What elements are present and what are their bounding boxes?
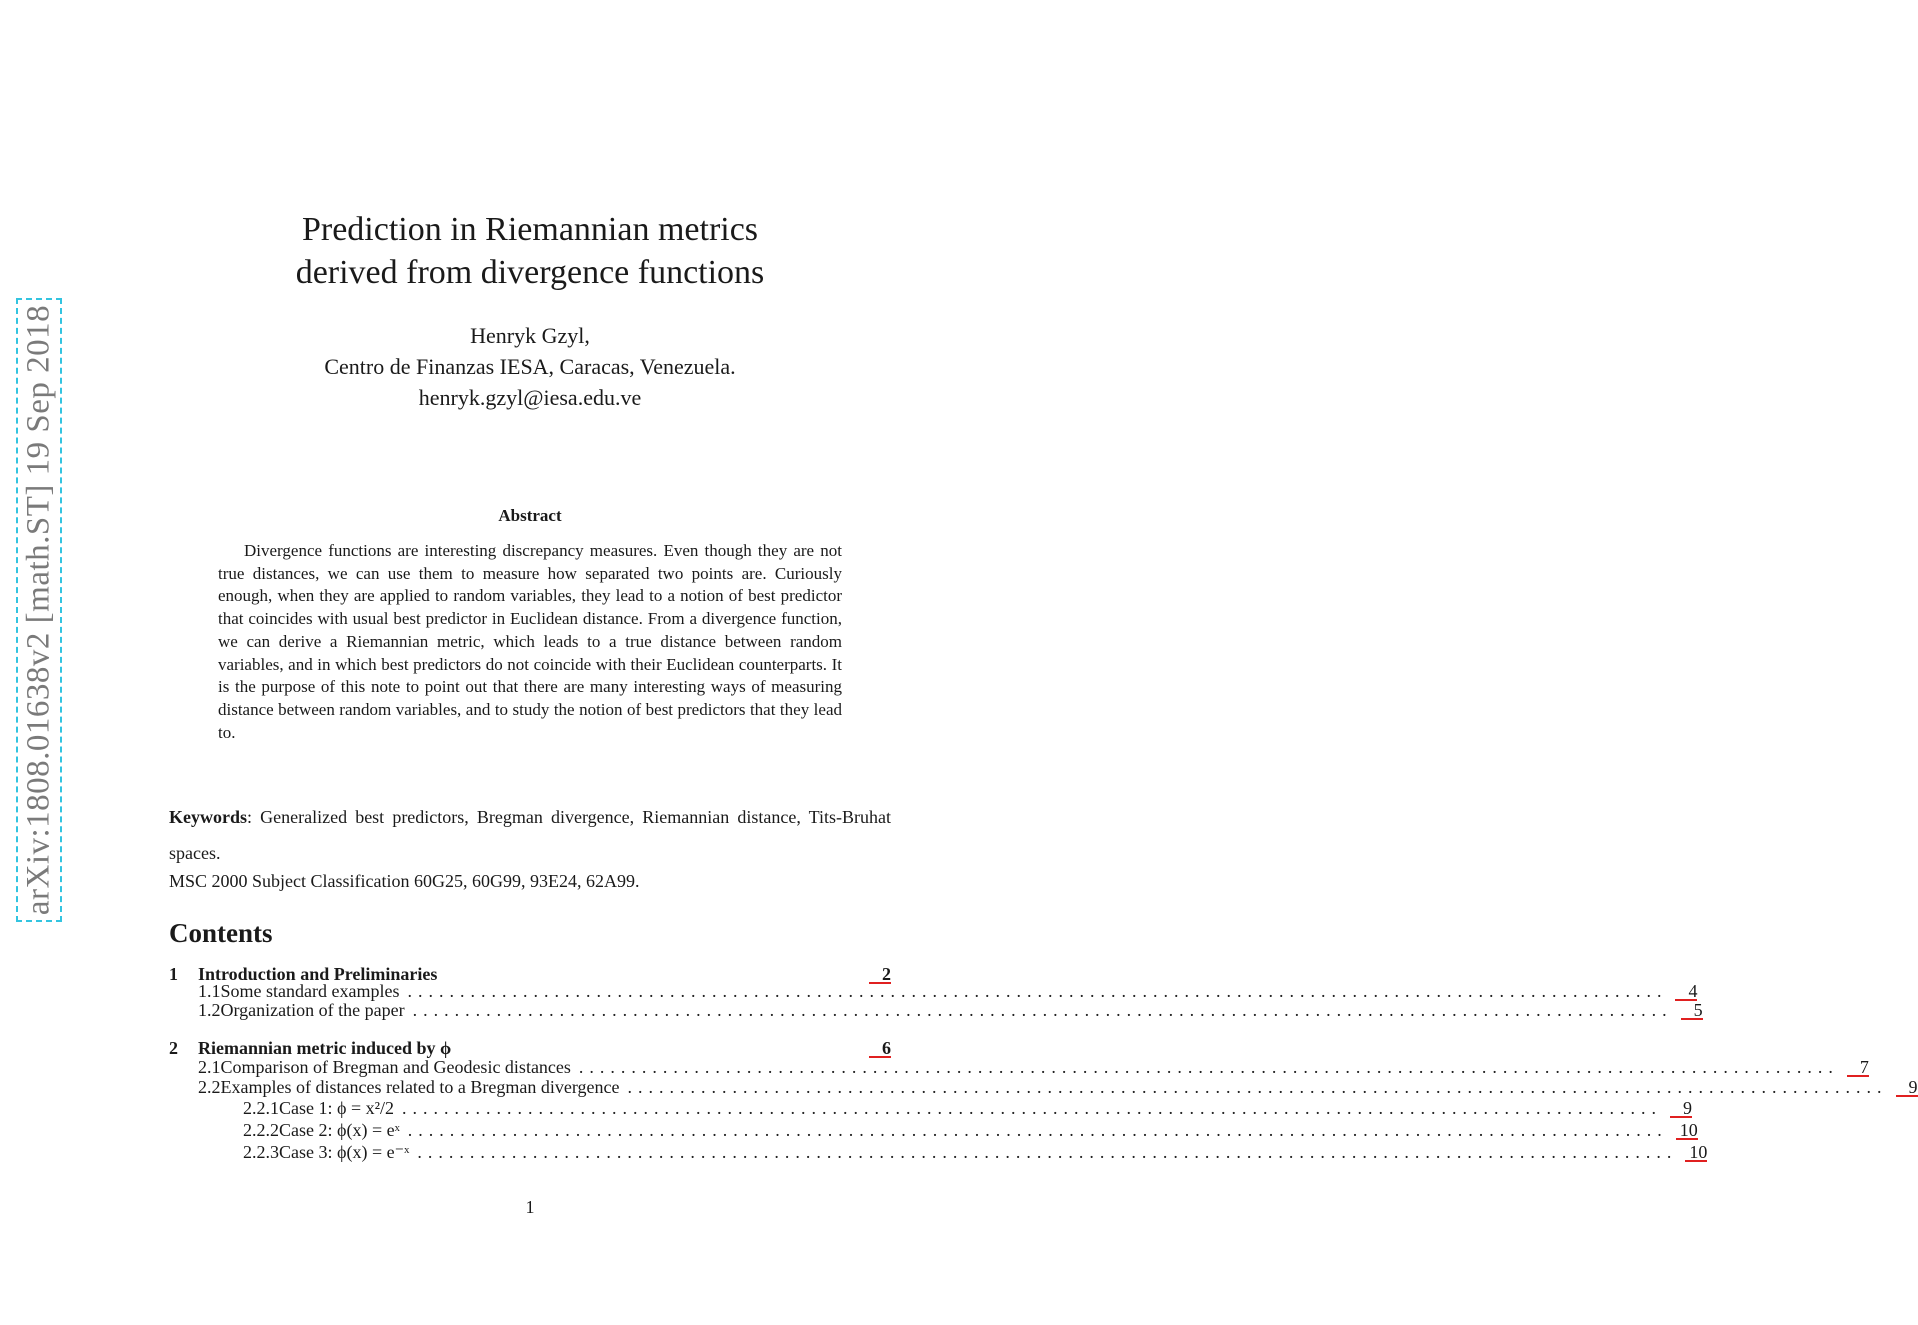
toc-page-link[interactable]: 9 [1896, 1079, 1918, 1097]
toc-entry-title: Case 3: ϕ(x) = e⁻ˣ [279, 1142, 410, 1162]
toc-entry-number: 1.1 [198, 981, 221, 1001]
toc-entry-title: Some standard examples [220, 981, 400, 1001]
toc-dot-leader: ........................................................................................................................ [402, 1098, 1663, 1118]
toc-dot-leader: ........................................................................................................................ [627, 1077, 1888, 1097]
keywords-text: : Generalized best predictors, Bregman divergence, Riemannian distance, Tits-Bruhat spaces. [169, 807, 891, 863]
toc-entry[interactable] [169, 1077, 1918, 1099]
toc-entry-title: Case 2: ϕ(x) = eˣ [279, 1120, 400, 1140]
arxiv-identifier: arXiv:1808.01638v2 [math.ST] 19 Sep 2018 [20, 304, 57, 916]
toc-dot-leader: ........................................................................................................................ [407, 1120, 1668, 1140]
contents-heading: Contents [169, 918, 273, 948]
toc-page-link[interactable]: 10 [1685, 1144, 1707, 1162]
toc-entry[interactable] [169, 1057, 1869, 1079]
toc-entry-title: Introduction and Preliminaries [198, 964, 438, 984]
author-affiliation: Centro de Finanzas IESA, Caracas, Venezuela. [324, 354, 736, 379]
toc-entry-number: 2.2.3 [243, 1142, 279, 1162]
toc-dot-leader: ........................................................................................................................ [407, 981, 1668, 1001]
abstract-heading: Abstract [498, 506, 562, 525]
page-number: 1 [525, 1197, 535, 1217]
toc-entry-number: 2.2.1 [243, 1098, 279, 1118]
toc-page-link[interactable]: 6 [869, 1040, 891, 1058]
toc-entry-title: Examples of distances related to a Bregman divergence [220, 1077, 620, 1097]
toc-page-link[interactable]: 2 [869, 966, 891, 984]
toc-entry-number: 2.2.2 [243, 1120, 279, 1140]
title-line-2: derived from divergence functions [295, 254, 765, 291]
toc-entry-title: Case 1: ϕ = x²/2 [279, 1098, 395, 1118]
title-line-1: Prediction in Riemannian metrics [301, 211, 759, 248]
toc-dot-leader: ........................................................................................................................ [412, 1000, 1673, 1020]
toc-entry[interactable] [169, 1000, 1703, 1022]
arxiv-side-stamp [16, 298, 62, 922]
toc-entry-number: 2.2 [198, 1077, 221, 1097]
toc-page-link[interactable]: 10 [1676, 1122, 1698, 1140]
toc-page-link[interactable]: 4 [1675, 983, 1697, 1001]
author-email: henryk.gzyl@iesa.edu.ve [418, 385, 642, 410]
abstract-text: Divergence functions are interesting discrepancy measures. Even though they are not true distances, we can use them to measure how separated two points are. Curiously enough, when they are applied to random variables, they lead to a notion of best predictor that coincides with usual best predictor in Euclidean distance. From a divergence function, we can derive a Riemannian metric, which leads to a true distance between random variables, and in which best predictors do not coincide with their Euclidean counterparts. It is the purpose of this note to point out that there are many interesting ways of measuring distance between random variables, and to study the notion of best predictors that they lead to. [218, 541, 842, 742]
toc-entry-number: 2 [169, 1038, 178, 1058]
toc-page-link[interactable]: 7 [1847, 1059, 1869, 1077]
toc-dot-leader: ........................................................................................................................ [578, 1057, 1839, 1077]
toc-entry-title: Organization of the paper [220, 1000, 405, 1020]
toc-entry-number: 1.2 [198, 1000, 221, 1020]
toc-entry-title: Comparison of Bregman and Geodesic distances [220, 1057, 571, 1077]
toc-entry-number: 2.1 [198, 1057, 221, 1077]
toc-entry-number: 1 [169, 964, 178, 984]
toc-entry[interactable] [169, 1142, 1708, 1164]
toc-dot-leader: ........................................................................................................................ [417, 1142, 1678, 1162]
msc-classification: MSC 2000 Subject Classification 60G25, 60G99, 93E24, 62A99. [169, 871, 640, 891]
toc-page-link[interactable]: 5 [1681, 1002, 1703, 1020]
toc-entry[interactable] [169, 1098, 1693, 1120]
keywords-label: Keywords [169, 807, 247, 827]
table-of-contents [169, 0, 1918, 1325]
toc-entry-title: Riemannian metric induced by ϕ [198, 1038, 452, 1058]
toc-entry[interactable] [169, 1120, 1698, 1142]
toc-page-link[interactable]: 9 [1670, 1100, 1692, 1118]
author-name: Henryk Gzyl, [470, 323, 590, 348]
